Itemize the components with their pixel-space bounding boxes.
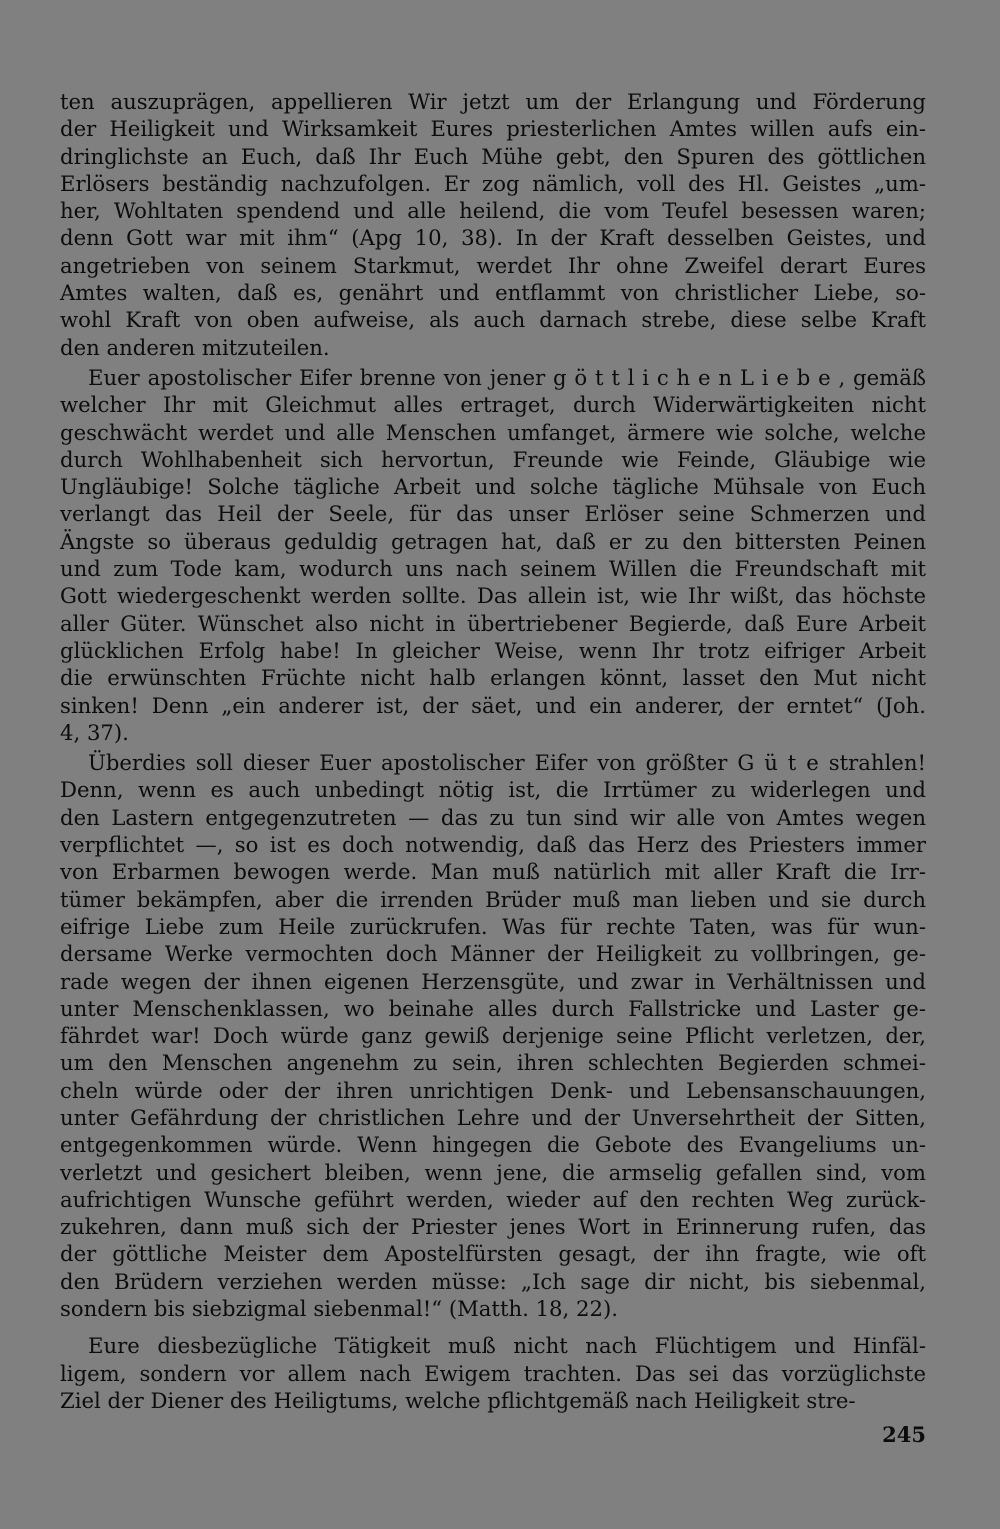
text-line: her, Wohltaten spendend und alle heilend, die vom Teufel besessen waren; bbox=[60, 198, 926, 224]
text-line: fährdet war! Doch würde ganz gewiß derjenige seine Pflicht verletzen, der, bbox=[60, 1023, 926, 1049]
text-line: ligem, sondern vor allem nach Ewigem trachten. Das sei das vorzüglichste bbox=[60, 1360, 926, 1386]
text-line: Denn, wenn es auch unbedingt nötig ist, die Irrtümer zu widerlegen und bbox=[60, 777, 926, 803]
text-line: Ungläubige! Solche tägliche Arbeit und solche tägliche Mühsale von Euch bbox=[60, 474, 926, 500]
text-line: die erwünschten Früchte nicht halb erlangen könnt, lasset den Mut nicht bbox=[60, 665, 926, 691]
text-line: von Erbarmen bewogen werde. Man muß natürlich mit aller Kraft die Irr- bbox=[60, 859, 926, 885]
text-line: rade wegen der ihnen eigenen Herzensgüte, und zwar in Verhältnissen und bbox=[60, 968, 926, 994]
page-number: 245 bbox=[882, 1422, 926, 1447]
text-line: angetrieben von seinem Starkmut, werdet Ihr ohne Zweifel derart Eures bbox=[60, 252, 926, 278]
text-line: tümer bekämpfen, aber die irrenden Brüder muß man lieben und sie durch bbox=[60, 886, 926, 912]
text-line: 4, 37). bbox=[60, 719, 129, 745]
text-line: entgegenkommen würde. Wenn hingegen die Gebote des Evangeliums un- bbox=[60, 1132, 926, 1158]
text-line: der göttliche Meister dem Apostelfürsten gesagt, der ihn fragte, wie oft bbox=[60, 1241, 926, 1267]
text-line: den Brüdern verziehen werden müsse: „Ich sage dir nicht, bis siebenmal, bbox=[60, 1268, 926, 1294]
text-line: Euer apostolischer Eifer brenne von jener g ö t t l i c h e n L i e b e , gemäß bbox=[88, 364, 926, 390]
text-line: Ängste so überaus geduldig getragen hat, daß er zu den bittersten Peinen bbox=[60, 528, 926, 554]
text-line: verlangt das Heil der Seele, für das unser Erlöser seine Schmerzen und bbox=[60, 501, 926, 527]
text-line: aller Güter. Wünschet also nicht in übertriebener Begierde, daß Eure Arbeit bbox=[60, 610, 926, 636]
text-line: dersame Werke vermochten doch Männer der Heiligkeit zu vollbringen, ge- bbox=[60, 941, 926, 967]
text-line: Überdies soll dieser Euer apostolischer Eifer von größter G ü t e strahlen! bbox=[88, 750, 926, 776]
text-line: verpflichtet —, so ist es doch notwendig, daß das Herz des Priesters immer bbox=[60, 832, 926, 858]
text-line: unter Gefährdung der christlichen Lehre und der Unversehrtheit der Sitten, bbox=[60, 1104, 926, 1130]
text-line: aufrichtigen Wunsche geführt werden, wieder auf den rechten Weg zurück- bbox=[60, 1186, 926, 1212]
text-line: welcher Ihr mit Gleichmut alles ertraget, durch Widerwärtigkeiten nicht bbox=[60, 392, 926, 418]
text-line: wohl Kraft von oben aufweise, als auch darnach strebe, diese selbe Kraft bbox=[60, 307, 926, 333]
body-text bbox=[60, 88, 926, 1414]
paragraph bbox=[60, 749, 926, 1322]
text-line: Amtes walten, daß es, genährt und entflammt von christlicher Liebe, so- bbox=[60, 280, 926, 306]
text-line: sinken! Denn „ein anderer ist, der säet, und ein anderer, der erntet“ (Joh. bbox=[60, 692, 926, 718]
paragraph bbox=[60, 88, 926, 361]
text-line: der Heiligkeit und Wirksamkeit Eures priesterlichen Amtes willen aufs ein- bbox=[60, 116, 926, 142]
text-line: den anderen mitzuteilen. bbox=[60, 334, 330, 360]
text-line: den Lastern entgegenzutreten — das zu tun sind wir alle von Amtes wegen bbox=[60, 804, 926, 830]
text-line: unter Menschenklassen, wo beinahe alles durch Fallstricke und Laster ge- bbox=[60, 995, 926, 1021]
text-line: verletzt und gesichert bleiben, wenn jene, die armselig gefallen sind, vom bbox=[60, 1159, 926, 1185]
text-line: ten auszuprägen, appellieren Wir jetzt um der Erlangung und Förderung bbox=[60, 89, 926, 114]
text-line: denn Gott war mit ihm“ (Apg 10, 38). In der Kraft desselben Geistes, und bbox=[60, 225, 926, 251]
text-line: geschwächt werdet und alle Menschen umfanget, ärmere wie solche, welche bbox=[60, 419, 926, 445]
text-line: Gott wiedergeschenkt werden sollte. Das allein ist, wie Ihr wißt, das höchste bbox=[60, 583, 926, 609]
text-line: Erlösers beständig nachzufolgen. Er zog nämlich, voll des Hl. Geistes „um- bbox=[60, 170, 926, 196]
text-line: zukehren, dann muß sich der Priester jenes Wort in Erinnerung rufen, das bbox=[60, 1214, 926, 1240]
text-line: Eure diesbezügliche Tätigkeit muß nicht nach Flüchtigem und Hinfäl- bbox=[88, 1333, 926, 1359]
text-line: glücklichen Erfolg habe! In gleicher Weise, wenn Ihr trotz eifriger Arbeit bbox=[60, 637, 926, 663]
text-line: cheln würde oder der ihren unrichtigen Denk- und Lebensanschauungen, bbox=[60, 1077, 926, 1103]
text-line: um den Menschen angenehm zu sein, ihren schlechten Begierden schmei- bbox=[60, 1050, 926, 1076]
text-line: Ziel der Diener des Heiligtums, welche pflichtgemäß nach Heiligkeit stre- bbox=[60, 1387, 856, 1413]
text-line: eifrige Liebe zum Heile zurückrufen. Was für rechte Taten, was für wun- bbox=[60, 913, 926, 939]
text-line: sondern bis siebzigmal siebenmal!“ (Matth. 18, 22). bbox=[60, 1296, 618, 1322]
paragraph bbox=[60, 364, 926, 746]
paragraph bbox=[60, 1332, 926, 1414]
text-line: und zum Tode kam, wodurch uns nach seinem Willen die Freundschaft mit bbox=[60, 556, 926, 582]
text-line: dringlichste an Euch, daß Ihr Euch Mühe gebt, den Spuren des göttlichen bbox=[60, 143, 926, 169]
text-line: durch Wohlhabenheit sich hervortun, Freunde wie Feinde, Gläubige wie bbox=[60, 446, 926, 472]
